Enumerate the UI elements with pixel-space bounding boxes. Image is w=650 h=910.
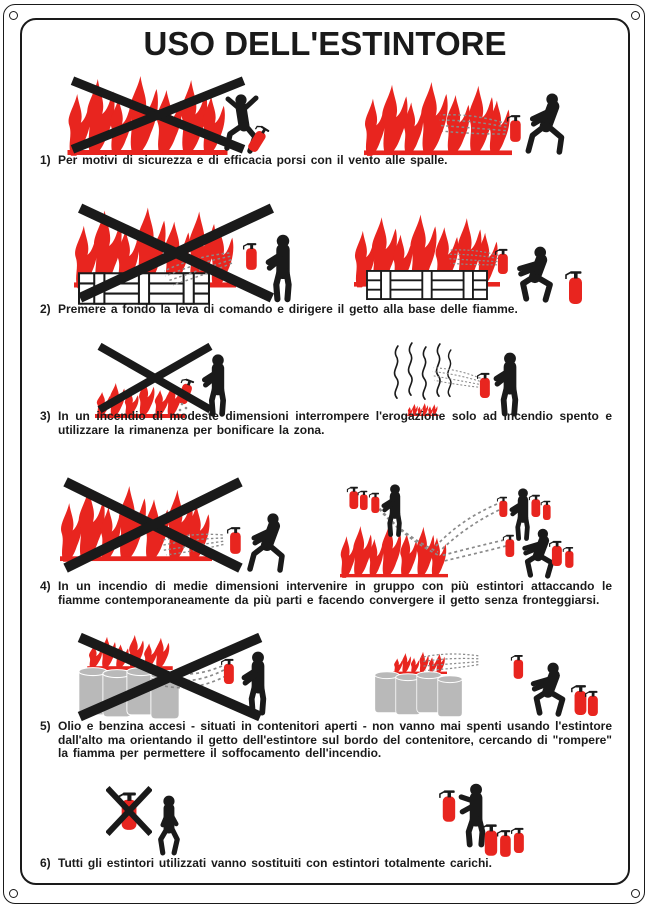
pallet-icon <box>367 271 487 299</box>
figure-1-correct <box>364 82 589 156</box>
person-icon <box>244 652 264 713</box>
extinguisher-icon <box>572 685 587 715</box>
poster-title: USO DELL'ESTINTORE <box>143 25 507 62</box>
extinguisher-icon <box>511 655 523 679</box>
person-icon <box>512 488 528 538</box>
extinguisher-icon <box>512 828 524 853</box>
extinguisher-icon <box>478 373 490 398</box>
figure-5-correct <box>370 646 600 718</box>
screw-hole-icon <box>9 11 18 20</box>
extinguisher-icon <box>358 491 367 510</box>
instruction-number: 2) <box>40 302 51 316</box>
screw-hole-icon <box>631 889 640 898</box>
instruction-number: 5) <box>40 719 51 733</box>
instruction-4-figures <box>22 468 628 576</box>
instruction-number: 4) <box>40 579 51 593</box>
instruction-body: In un incendio di modeste dimensioni interrompere l'erogazione solo ad incendio spento e utilizzare la rimanenza per bonificare la zona. <box>58 409 612 437</box>
person-icon <box>268 235 289 299</box>
instruction-3-text <box>40 410 612 437</box>
figure-5-wrong <box>74 630 309 724</box>
cross-icon <box>100 346 211 409</box>
screw-hole-icon <box>631 11 640 20</box>
instruction-5-text <box>40 720 612 761</box>
extinguisher-icon <box>586 691 598 716</box>
instruction-5-figures <box>22 626 628 718</box>
figure-6-wrong <box>92 777 207 857</box>
instruction-1-text <box>40 154 612 168</box>
barrel-icon <box>438 676 462 717</box>
extinguisher-icon <box>529 495 540 517</box>
smoke-icon <box>437 344 440 396</box>
instruction-body: In un incendio di medie dimensioni intervenire in gruppo con più estintori attaccando le fiamme contemporaneamente da più parti e facendo convergere il getto senza fronteggiarsi. <box>58 579 612 607</box>
extinguisher-icon <box>508 115 521 142</box>
figure-3-correct <box>382 338 532 418</box>
person-icon <box>533 663 562 714</box>
extinguisher-icon <box>440 790 455 821</box>
person-icon <box>250 513 282 570</box>
person-icon <box>520 247 550 300</box>
figure-6-correct <box>430 781 530 859</box>
person-icon <box>528 93 561 151</box>
extinguisher-icon <box>566 271 582 304</box>
extinguisher-icon <box>228 527 241 554</box>
instruction-body: Premere a fondo la leva di comando e dirigere il getto alla base delle fiamme. <box>58 302 518 316</box>
smoke-icon <box>395 346 398 398</box>
instruction-6-figures <box>22 775 628 857</box>
instruction-body: Per motivi di sicurezza e di efficacia porsi con il vento alle spalle. <box>58 153 448 167</box>
figure-2-correct <box>354 208 589 306</box>
extinguisher-icon <box>222 659 234 684</box>
instruction-2-text <box>40 303 612 317</box>
instruction-3-figures <box>22 338 628 418</box>
extinguisher-icon <box>369 493 379 513</box>
figure-4-wrong <box>60 470 295 576</box>
instruction-body: Tutti gli estintori utilizzati vanno sostituiti con estintori totalmente carichi. <box>58 856 492 870</box>
smoke-icon <box>423 347 426 399</box>
smoke-icon <box>409 343 412 395</box>
extinguisher-icon <box>498 830 511 857</box>
spray-icon <box>431 365 485 393</box>
flames-icon <box>60 486 212 562</box>
extinguisher-icon <box>563 547 573 568</box>
figure-3-wrong <box>94 340 244 418</box>
extinguisher-icon <box>244 243 257 270</box>
instruction-number: 1) <box>40 153 51 167</box>
extinguisher-icon <box>347 487 358 509</box>
person-icon <box>384 484 400 534</box>
person-icon <box>496 353 516 414</box>
instruction-number: 3) <box>40 409 51 423</box>
flames-icon <box>393 652 447 674</box>
extinguisher-icon <box>497 497 507 517</box>
instruction-6-text <box>40 857 612 871</box>
figure-1-wrong <box>65 74 280 156</box>
screw-hole-icon <box>9 889 18 898</box>
instruction-body: Olio e benzina accesi - situati in contenitori aperti - non vanno mai spenti usando l'estintore dall'alto ma orientando il getto dell'estintore sul bordo del contenitore, cercando di "rompere" la fiamma per permettere il soffocamento dell'incendio. <box>58 719 612 760</box>
figure-4-correct <box>340 476 580 582</box>
instruction-number: 6) <box>40 856 51 870</box>
figure-2-wrong <box>70 198 320 306</box>
instruction-2-figures <box>22 198 628 306</box>
panel-inner-border <box>20 18 630 885</box>
instruction-4-text <box>40 580 612 607</box>
extinguisher-icon <box>541 501 550 520</box>
person-icon <box>461 784 482 845</box>
instruction-1-figures <box>22 74 628 156</box>
person-icon <box>161 796 178 853</box>
